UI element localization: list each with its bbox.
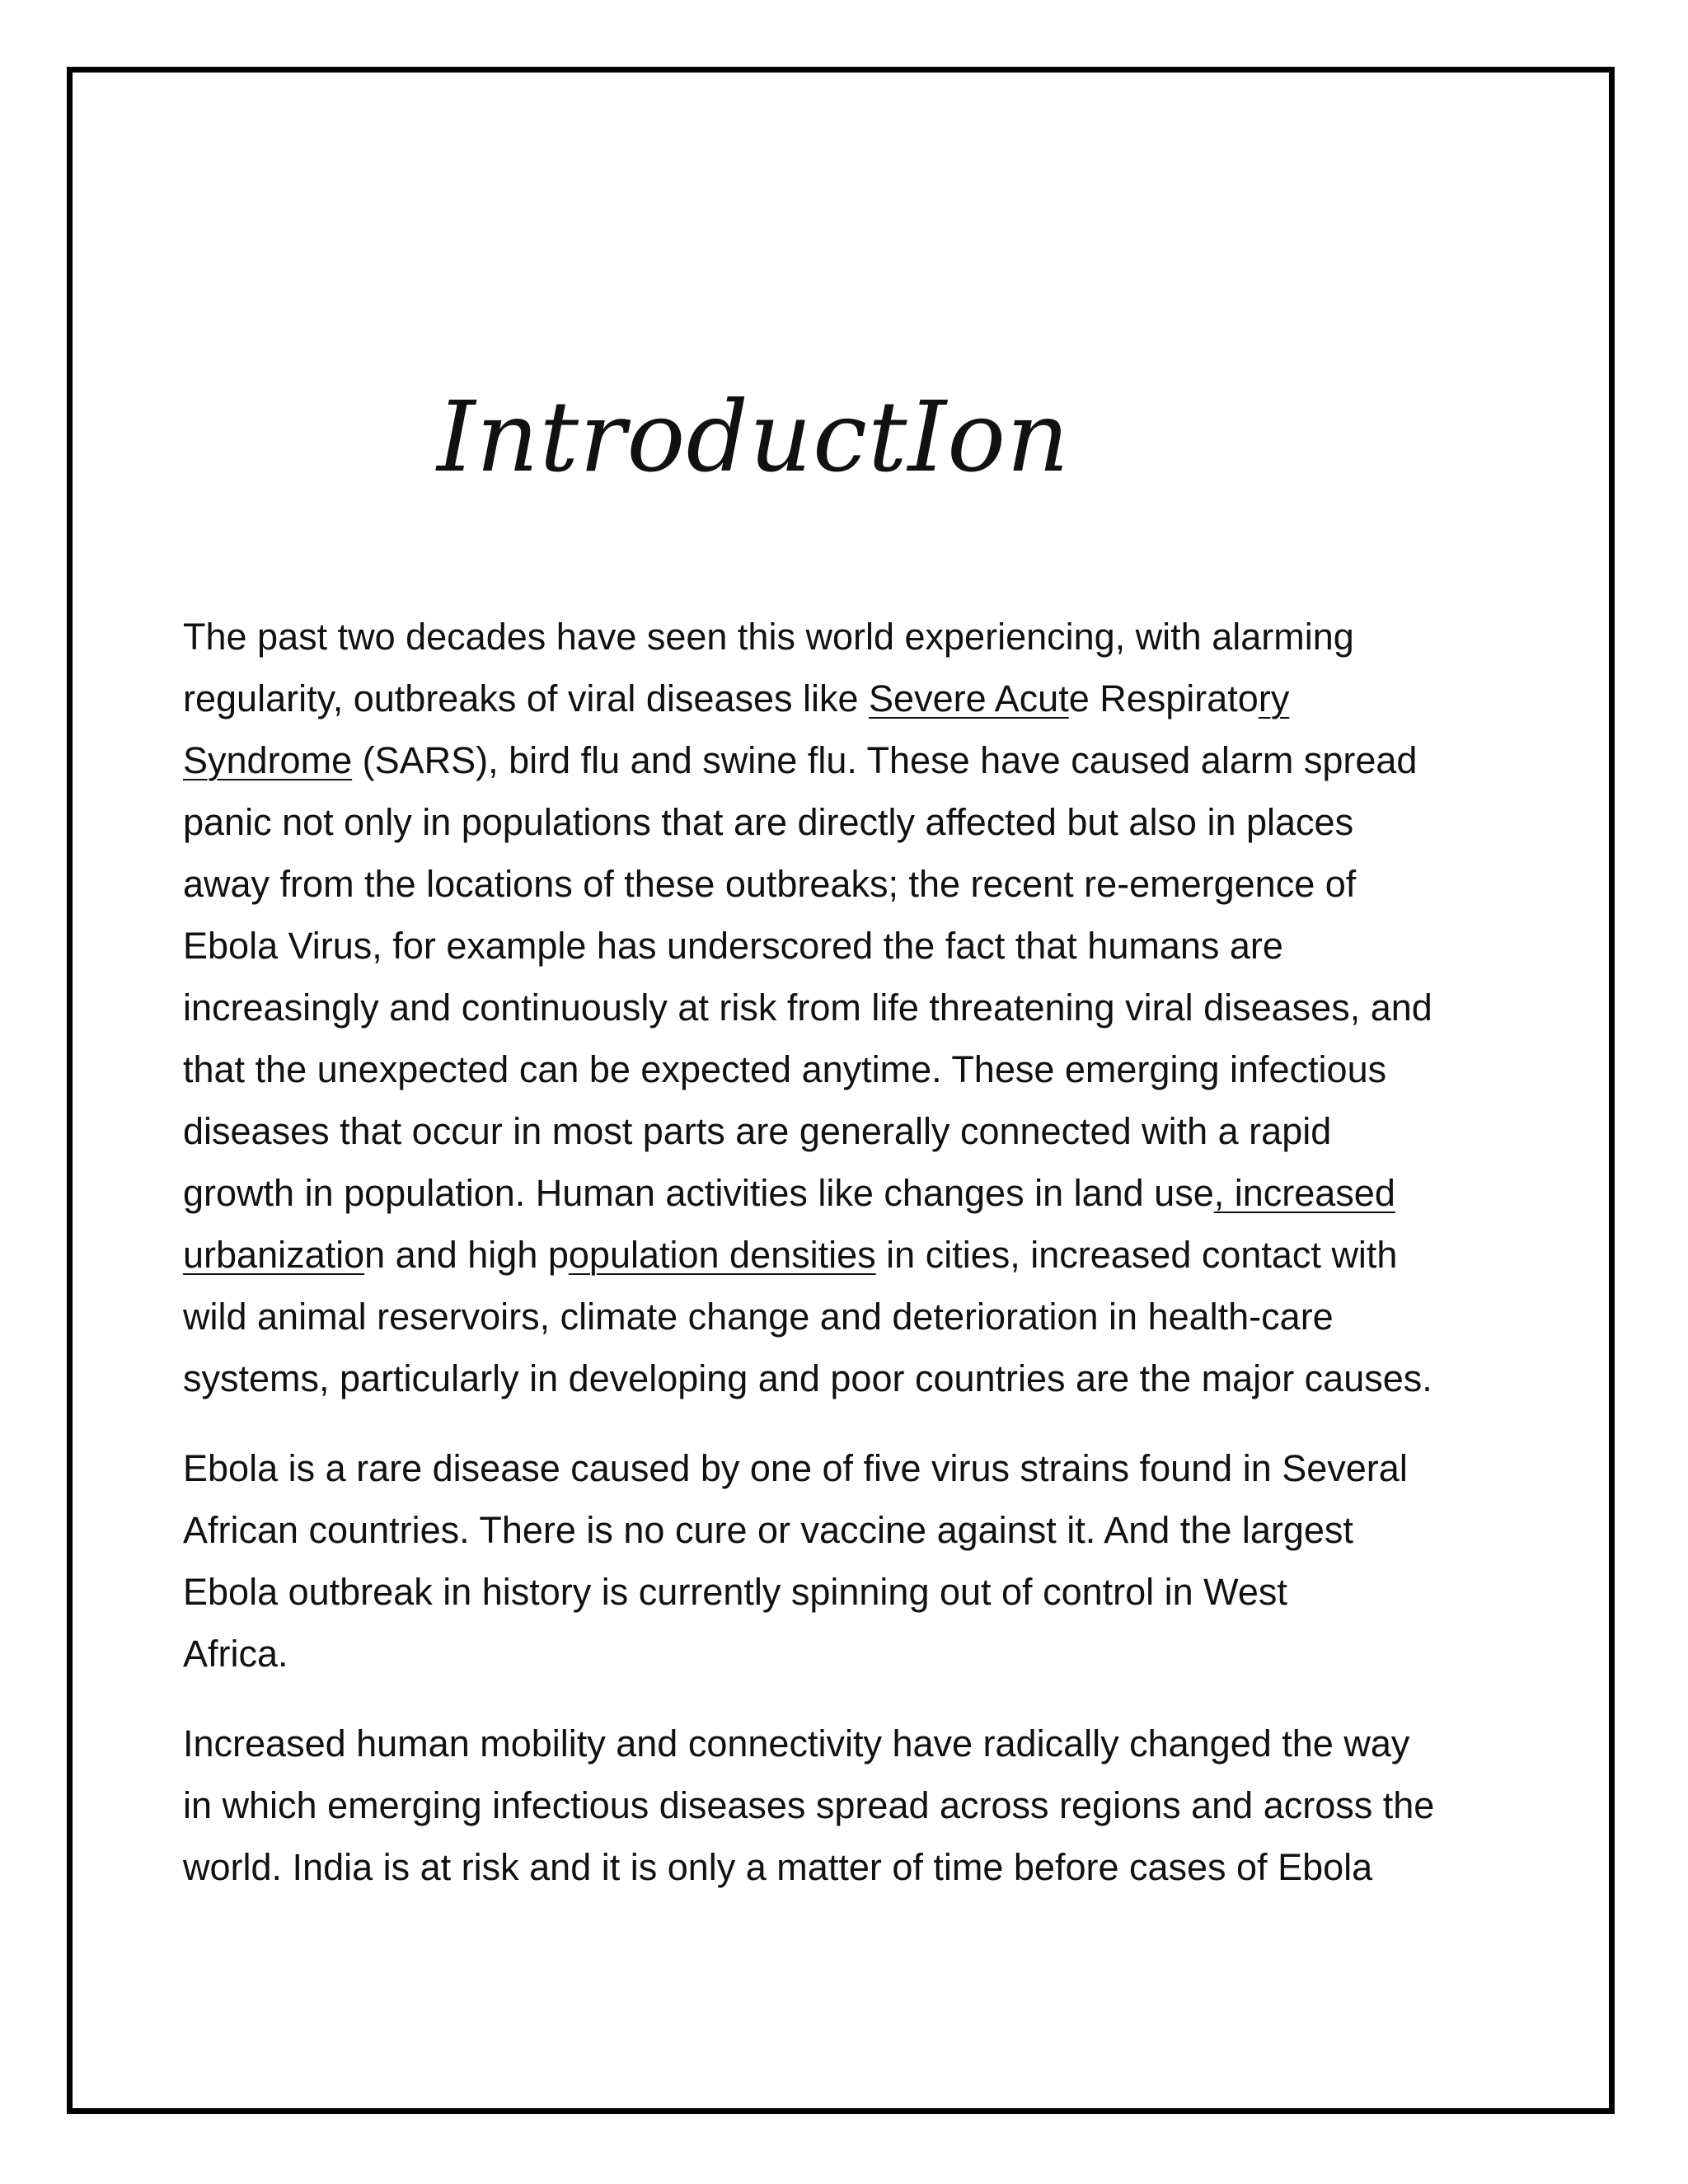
- text-segment: The past two decades have seen this world experiencing, with alarming: [183, 616, 1354, 658]
- text-segment: (SARS), bird flu and swine flu. These have caused alarm spread: [352, 739, 1418, 781]
- text-line: [183, 668, 1568, 729]
- text-line: [183, 1347, 1568, 1409]
- text-line: [183, 1162, 1568, 1224]
- underlined-text: ry: [1258, 677, 1290, 719]
- underlined-text: , increased: [1213, 1172, 1395, 1214]
- text-line: [183, 1437, 1568, 1499]
- text-segment: panic not only in populations that are directly affected but also in places: [183, 801, 1354, 843]
- paragraph-2: [183, 1437, 1568, 1685]
- underlined-text: opulation densities: [568, 1234, 876, 1276]
- text-line: [183, 606, 1568, 668]
- text-segment: Increased human mobility and connectivity have radically changed the way: [183, 1722, 1410, 1765]
- text-line: [183, 1561, 1568, 1623]
- text-segment: in cities, increased contact with: [875, 1234, 1398, 1276]
- text-segment: regularity, outbreaks of viral diseases like: [183, 677, 870, 719]
- text-line: [183, 1623, 1568, 1685]
- text-segment: away from the locations of these outbreaks; the recent re-emergence of: [183, 863, 1357, 905]
- text-segment: diseases that occur in most parts are generally connected with a rapid: [183, 1110, 1332, 1152]
- text-segment: n and high p: [364, 1234, 569, 1276]
- text-line: [183, 1713, 1568, 1774]
- text-segment: wild animal reservoirs, climate change and deterioration in health-care: [183, 1296, 1334, 1338]
- text-line: [183, 853, 1568, 915]
- text-line: [183, 1774, 1568, 1836]
- underlined-text: Severe Acut: [869, 677, 1069, 719]
- text-segment: African countries. There is no cure or vaccine against it. And the largest: [183, 1509, 1353, 1551]
- text-segment: Ebola is a rare disease caused by one of five virus strains found in Several: [183, 1447, 1408, 1489]
- text-line: [183, 915, 1568, 977]
- text-segment: Ebola Virus, for example has underscored the fact that humans are: [183, 925, 1283, 967]
- text-segment: Africa.: [183, 1633, 288, 1675]
- text-line: [183, 1038, 1568, 1100]
- text-segment: increasingly and continuously at risk from life threatening viral diseases, and: [183, 987, 1432, 1029]
- text-segment: e Respirato: [1068, 677, 1259, 719]
- text-line: [183, 1286, 1568, 1347]
- text-line: [183, 1836, 1568, 1898]
- text-segment: growth in population. Human activities like changes in land use: [183, 1172, 1214, 1214]
- text-segment: world. India is at risk and it is only a matter of time before cases of Ebola: [183, 1846, 1373, 1888]
- paragraph-gap: [183, 1409, 1568, 1437]
- text-segment: Ebola outbreak in history is currently spinning out of control in West: [183, 1571, 1287, 1613]
- paragraph-1: [183, 606, 1568, 1409]
- text-line: [183, 977, 1568, 1038]
- underlined-text: Syndrome: [183, 739, 353, 781]
- text-line: [183, 1224, 1568, 1286]
- text-segment: that the unexpected can be expected anytime. These emerging infectious: [183, 1048, 1387, 1090]
- paragraph-gap: [183, 1685, 1568, 1713]
- text-line: [183, 1499, 1568, 1561]
- body-text: [183, 606, 1568, 1898]
- text-line: [183, 791, 1568, 853]
- text-line: [183, 729, 1568, 791]
- page-title: IntroductIon: [437, 380, 1071, 494]
- paragraph-3: [183, 1713, 1568, 1898]
- text-segment: in which emerging infectious diseases spread across regions and across the: [183, 1784, 1435, 1826]
- text-segment: systems, particularly in developing and poor countries are the major causes.: [183, 1357, 1432, 1399]
- text-line: [183, 1100, 1568, 1162]
- underlined-text: urbanizatio: [183, 1234, 365, 1276]
